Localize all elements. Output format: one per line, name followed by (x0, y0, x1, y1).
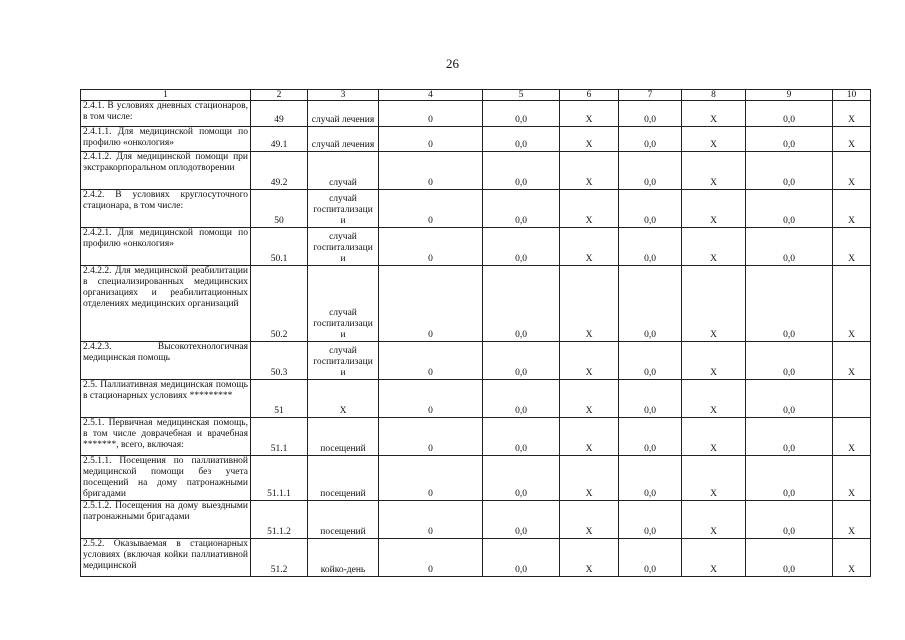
cell-col10: Х (833, 418, 871, 456)
row-description: 2.4.1. В условиях дневных стационаров, в том числе: (81, 101, 251, 127)
cell-col4: 0 (379, 228, 483, 266)
table-row (81, 266, 871, 342)
row-unit: случай госпитализаци и (308, 228, 379, 266)
cell-col6: Х (560, 152, 619, 190)
header-cell: 8 (682, 90, 746, 101)
table-header-row (81, 90, 871, 101)
data-table (80, 89, 871, 577)
cell-col10: Х (833, 101, 871, 127)
cell-col5: 0,0 (483, 228, 560, 266)
row-number: 49.1 (251, 127, 308, 152)
cell-col9: 0,0 (746, 342, 833, 380)
header-cell: 1 (81, 90, 251, 101)
cell-col6: Х (560, 228, 619, 266)
row-description: 2.4.1.2. Для медицинской помощи при экстракорпоральном оплодотворении (81, 152, 251, 190)
row-unit: посещений (308, 418, 379, 456)
cell-col4: 0 (379, 190, 483, 228)
cell-col10: Х (833, 266, 871, 342)
cell-col4: 0 (379, 539, 483, 577)
cell-col5: 0,0 (483, 152, 560, 190)
table-row (81, 190, 871, 228)
cell-col8: Х (682, 228, 746, 266)
cell-col5: 0,0 (483, 456, 560, 501)
row-description: 2.4.2.1. Для медицинской помощи по профилю «онкология» (81, 228, 251, 266)
cell-col6: Х (560, 190, 619, 228)
cell-col4: 0 (379, 266, 483, 342)
row-number: 51.1 (251, 418, 308, 456)
cell-col10: Х (833, 342, 871, 380)
row-unit: койко-день (308, 539, 379, 577)
row-description: 2.5.1.2. Посещения на дому выездными патронажными бригадами (81, 501, 251, 539)
table-row (81, 380, 871, 418)
cell-col9: 0,0 (746, 228, 833, 266)
row-description: 2.4.1.1. Для медицинской помощи по профилю «онкология» (81, 127, 251, 152)
row-number: 49.2 (251, 152, 308, 190)
row-number: 51.1.2 (251, 501, 308, 539)
cell-col10 (833, 380, 871, 418)
cell-col9: 0,0 (746, 501, 833, 539)
row-number: 51.1.1 (251, 456, 308, 501)
row-unit: случай лечения (308, 101, 379, 127)
cell-col4: 0 (379, 501, 483, 539)
cell-col5: 0,0 (483, 266, 560, 342)
row-unit: Х (308, 380, 379, 418)
cell-col8: Х (682, 266, 746, 342)
cell-col10: Х (833, 228, 871, 266)
row-unit: случай госпитализаци и (308, 190, 379, 228)
cell-col9: 0,0 (746, 190, 833, 228)
cell-col9: 0,0 (746, 127, 833, 152)
cell-col8: Х (682, 342, 746, 380)
cell-col10: Х (833, 152, 871, 190)
cell-col7: 0,0 (619, 456, 682, 501)
cell-col10: Х (833, 456, 871, 501)
cell-col7: 0,0 (619, 190, 682, 228)
row-number: 50 (251, 190, 308, 228)
cell-col4: 0 (379, 152, 483, 190)
cell-col6: Х (560, 380, 619, 418)
row-number: 50.3 (251, 342, 308, 380)
header-cell: 3 (308, 90, 379, 101)
header-cell: 2 (251, 90, 308, 101)
cell-col10: Х (833, 190, 871, 228)
table-row (81, 342, 871, 380)
cell-col6: Х (560, 342, 619, 380)
cell-col7: 0,0 (619, 380, 682, 418)
row-description: 2.5.1.1. Посещения по паллиативной медицинской помощи без учета посещений на дому патронажными бригадами (81, 456, 251, 501)
cell-col8: Х (682, 101, 746, 127)
cell-col9: 0,0 (746, 456, 833, 501)
cell-col7: 0,0 (619, 342, 682, 380)
header-cell: 6 (560, 90, 619, 101)
table-row (81, 101, 871, 127)
table-row (81, 152, 871, 190)
cell-col4: 0 (379, 418, 483, 456)
cell-col7: 0,0 (619, 127, 682, 152)
table-row (81, 501, 871, 539)
cell-col8: Х (682, 456, 746, 501)
cell-col5: 0,0 (483, 418, 560, 456)
cell-col7: 0,0 (619, 418, 682, 456)
cell-col6: Х (560, 539, 619, 577)
cell-col6: Х (560, 456, 619, 501)
row-number: 51 (251, 380, 308, 418)
cell-col7: 0,0 (619, 152, 682, 190)
cell-col9: 0,0 (746, 418, 833, 456)
cell-col10: Х (833, 501, 871, 539)
cell-col4: 0 (379, 127, 483, 152)
cell-col6: Х (560, 127, 619, 152)
cell-col10: Х (833, 539, 871, 577)
row-description: 2.5.2. Оказываемая в стационарных условиях (включая койки паллиативной медицинской (81, 539, 251, 577)
row-description: 2.4.2.2. Для медицинской реабилитации в специализированных медицинских организациях и реабилитационных отделениях медицинских организаций (81, 266, 251, 342)
cell-col4: 0 (379, 342, 483, 380)
cell-col7: 0,0 (619, 501, 682, 539)
row-description: 2.4.2. В условиях круглосуточного стационара, в том числе: (81, 190, 251, 228)
cell-col6: Х (560, 501, 619, 539)
cell-col8: Х (682, 127, 746, 152)
cell-col6: Х (560, 101, 619, 127)
header-cell: 9 (746, 90, 833, 101)
cell-col9: 0,0 (746, 101, 833, 127)
cell-col5: 0,0 (483, 501, 560, 539)
row-number: 50.1 (251, 228, 308, 266)
cell-col9: 0,0 (746, 152, 833, 190)
cell-col6: Х (560, 418, 619, 456)
cell-col5: 0,0 (483, 127, 560, 152)
row-description: 2.4.2.3. Высокотехнологичная медицинская помощь (81, 342, 251, 380)
table-row (81, 456, 871, 501)
cell-col8: Х (682, 152, 746, 190)
row-unit: случай госпитализаци и (308, 342, 379, 380)
cell-col4: 0 (379, 101, 483, 127)
cell-col4: 0 (379, 380, 483, 418)
table-row (81, 228, 871, 266)
table-row (81, 127, 871, 152)
cell-col7: 0,0 (619, 539, 682, 577)
cell-col8: Х (682, 190, 746, 228)
cell-col5: 0,0 (483, 190, 560, 228)
table-row (81, 539, 871, 577)
row-unit: случай (308, 152, 379, 190)
row-description: 2.5.1. Первичная медицинская помощь, в том числе доврачебная и врачебная *******, всего, включая: (81, 418, 251, 456)
cell-col5: 0,0 (483, 539, 560, 577)
cell-col7: 0,0 (619, 266, 682, 342)
cell-col6: Х (560, 266, 619, 342)
page-number: 26 (446, 56, 459, 71)
cell-col9: 0,0 (746, 266, 833, 342)
cell-col10: Х (833, 127, 871, 152)
cell-col8: Х (682, 501, 746, 539)
header-cell: 10 (833, 90, 871, 101)
cell-col4: 0 (379, 456, 483, 501)
cell-col5: 0,0 (483, 101, 560, 127)
header-cell: 7 (619, 90, 682, 101)
cell-col5: 0,0 (483, 342, 560, 380)
table-row (81, 418, 871, 456)
row-number: 51.2 (251, 539, 308, 577)
cell-col7: 0,0 (619, 228, 682, 266)
cell-col9: 0,0 (746, 380, 833, 418)
cell-col5: 0,0 (483, 380, 560, 418)
header-cell: 5 (483, 90, 560, 101)
cell-col9: 0,0 (746, 539, 833, 577)
cell-col8: Х (682, 418, 746, 456)
row-unit: случай госпитализаци и (308, 266, 379, 342)
row-unit: случай лечения (308, 127, 379, 152)
row-number: 49 (251, 101, 308, 127)
row-number: 50.2 (251, 266, 308, 342)
cell-col8: Х (682, 380, 746, 418)
row-description: 2.5. Паллиативная медицинская помощь в стационарных условиях ********* (81, 380, 251, 418)
header-cell: 4 (379, 90, 483, 101)
cell-col8: Х (682, 539, 746, 577)
row-unit: посещений (308, 456, 379, 501)
cell-col7: 0,0 (619, 101, 682, 127)
row-unit: посещений (308, 501, 379, 539)
